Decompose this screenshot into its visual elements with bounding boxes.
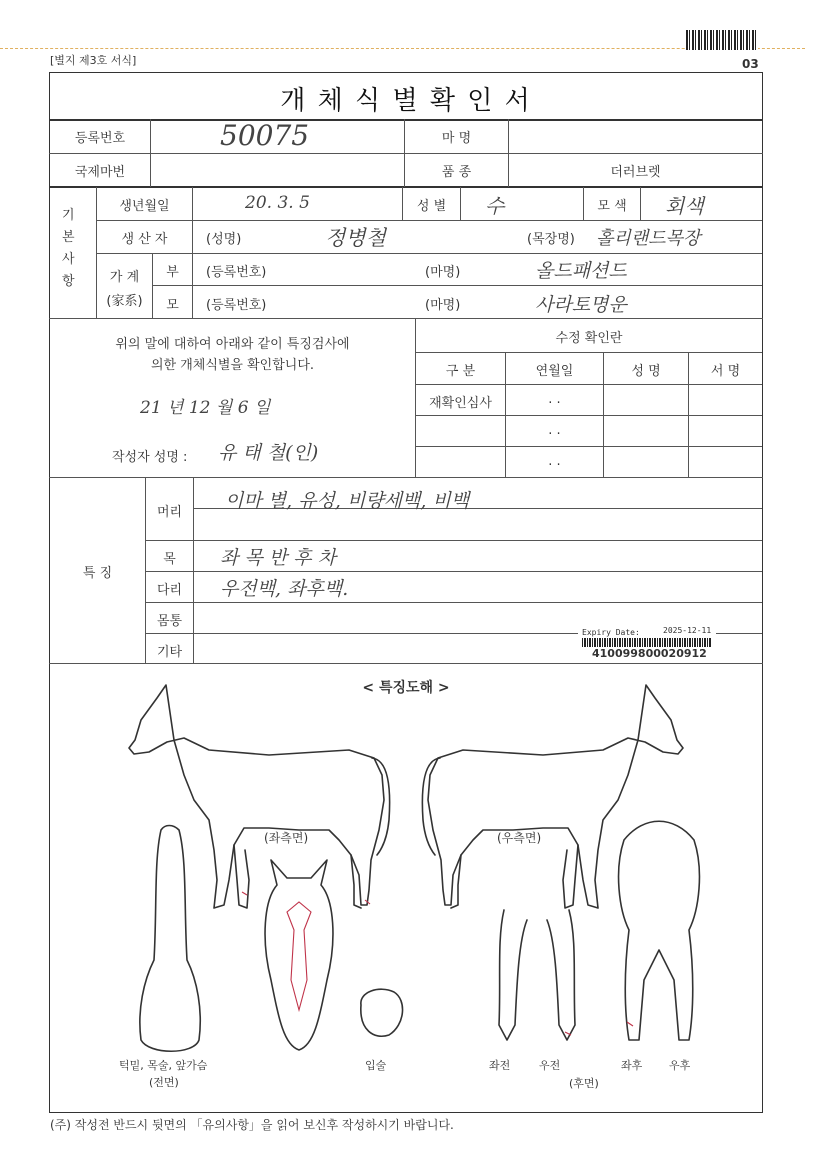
confirm-text-1: 위의 말에 대하여 아래와 같이 특징검사에 — [115, 337, 350, 352]
feature-neck-label: 목 — [163, 552, 176, 567]
chip-number: 410099800020912 — [592, 647, 707, 660]
sex-label: 성 별 — [416, 199, 447, 214]
sire-name-value: 올드패션드 — [535, 260, 627, 282]
front-caption-2: (전면) — [149, 1076, 179, 1089]
revision-header-sign: 서 명 — [710, 364, 741, 379]
sire-reg-label: (등록번호) — [206, 265, 267, 280]
feature-legs-label: 다리 — [156, 583, 183, 598]
breeder-name-label: (성명) — [206, 232, 242, 247]
writer-label: 작성자 성명 : — [112, 450, 188, 465]
expiry-label: Expiry Date: — [582, 628, 640, 637]
left-front-label: 좌전 — [489, 1059, 511, 1072]
revision-row-date: . . — [548, 392, 561, 407]
features-section-label: 특 징 — [82, 566, 113, 581]
breed-label: 품 종 — [441, 165, 472, 180]
form-label: [별지 제3호 서식] — [50, 54, 137, 67]
breeder-label: 생 산 자 — [121, 232, 168, 247]
diagram-title: < 특징도해 > — [362, 680, 450, 696]
expiry-value: 2025-12-11 — [663, 626, 712, 635]
breed-value: 더러브렛 — [610, 165, 661, 180]
lips-label: 입술 — [365, 1059, 387, 1072]
breeder-name-value: 정병철 — [325, 226, 386, 250]
feature-neck-value: 좌 목 반 후 차 — [220, 547, 336, 569]
revision-title: 수정 확인란 — [555, 331, 623, 346]
feature-other-label: 기타 — [156, 645, 183, 660]
barcode-top — [686, 30, 758, 50]
revision-row-type: 재확인심사 — [429, 396, 492, 411]
sire-label: 부 — [166, 265, 179, 280]
horse-name-label: 마 명 — [441, 131, 472, 146]
left-side-label: (좌측면) — [264, 831, 309, 845]
birth-value: 20. 3. 5 — [245, 193, 310, 213]
dam-name-label: (마명) — [425, 298, 461, 313]
dam-reg-label: (등록번호) — [206, 298, 267, 313]
rear-view — [619, 821, 700, 1040]
birth-label: 생년월일 — [119, 199, 170, 214]
right-side-label: (우측면) — [497, 831, 542, 845]
revision-row-date: . . — [548, 423, 561, 438]
front-chest-view — [140, 826, 200, 1052]
horse-diagram — [49, 680, 763, 1100]
dam-label: 모 — [166, 298, 179, 313]
feature-body-label: 몸통 — [156, 614, 183, 629]
front-caption-1: 턱밑, 목술, 앞가슴 — [119, 1059, 208, 1072]
farm-label: (목장명) — [527, 232, 575, 247]
rear-caption: (후면) — [569, 1077, 599, 1090]
feature-head-value: 이마 별, 유성, 비량세백, 비백 — [225, 490, 470, 512]
color-label: 모 색 — [597, 199, 627, 214]
color-value: 회색 — [665, 194, 704, 218]
right-side-horse — [422, 685, 683, 908]
page-number: 03 — [742, 57, 759, 71]
feature-head-label: 머리 — [156, 505, 183, 520]
left-side-horse — [129, 685, 390, 908]
feature-legs-value: 우전백, 좌후백. — [220, 578, 349, 600]
page-title: 개 체 식 별 확 인 서 — [280, 86, 532, 116]
dam-name-value: 사라토명운 — [535, 294, 627, 316]
chip-barcode — [582, 638, 712, 647]
revision-header-date: 연월일 — [535, 364, 574, 379]
right-front-label: 우전 — [539, 1059, 561, 1072]
lips-view — [361, 989, 403, 1036]
confirm-text-2: 의한 개체식별을 확인합니다. — [150, 358, 315, 373]
revision-header-type: 구 분 — [445, 364, 476, 379]
lineage-hanja: (家系) — [106, 294, 143, 309]
lineage-label: 가 계 — [109, 270, 140, 285]
basic-section-label: 기본사항 — [62, 208, 75, 289]
writer-value: 유 태 철(인) — [218, 442, 319, 464]
left-hind-label: 좌후 — [621, 1059, 643, 1072]
confirm-date: 21 년 12 월 6 일 — [140, 398, 271, 418]
reg-no-value: 50075 — [220, 119, 310, 152]
revision-row-date: . . — [548, 454, 561, 469]
farm-value: 홀리랜드목장 — [596, 228, 701, 249]
intl-no-label: 국제마번 — [74, 165, 126, 180]
right-hind-label: 우후 — [669, 1059, 691, 1072]
microchip-sticker — [578, 626, 716, 662]
top-rule — [0, 48, 805, 49]
footer-note: (주) 작성전 반드시 뒷면의 「유의사항」을 읽어 보신후 작성하시기 바랍니다. — [50, 1118, 454, 1132]
reg-no-label: 등록번호 — [74, 131, 126, 146]
sire-name-label: (마명) — [425, 265, 461, 280]
revision-header-name: 성 명 — [631, 364, 661, 379]
sex-value: 수 — [485, 194, 505, 218]
front-legs-view — [499, 910, 575, 1040]
head-front-view — [265, 860, 333, 1050]
